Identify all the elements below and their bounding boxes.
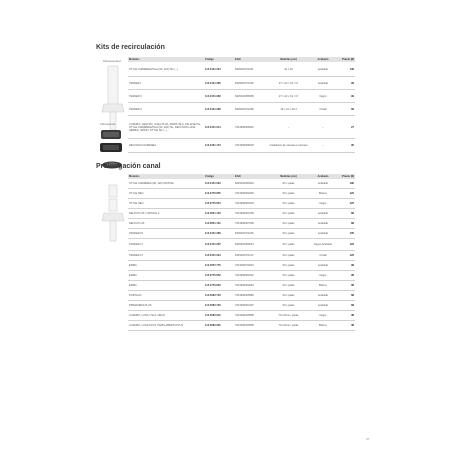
model-cell: STYLE CHIMENEA (90, 120) CRISTAL xyxy=(128,179,204,189)
dimensions-cell: 70 x/hora x patas xyxy=(268,311,309,321)
price-cell: 190 xyxy=(337,179,355,189)
model-cell: DELTA PLUS / CRISTAL 2 xyxy=(128,209,204,219)
code-cell: 112.0151.314 xyxy=(204,116,234,139)
price-cell: 98 xyxy=(337,271,355,281)
dimensions-cell: 90 x patas xyxy=(268,291,309,301)
code-cell: 112.0651.153 xyxy=(204,209,234,219)
model-cell: TENDER II xyxy=(128,90,204,103)
table-row xyxy=(128,219,355,229)
finish-cell: Acabado xyxy=(309,62,337,77)
dimensions-cell: 19 x 20 xyxy=(268,62,309,77)
section-title-extension: Prolongación canal xyxy=(96,163,161,170)
finish-cell: Acabado xyxy=(309,219,337,229)
finish-cell: Acabado xyxy=(309,209,337,219)
dimensions-cell: 90 x patas xyxy=(268,199,309,209)
extension-table xyxy=(128,174,355,331)
dimensions-cell: 90 x patas xyxy=(268,179,309,189)
code-cell: 112.0776.852 xyxy=(204,271,234,281)
model-cell: EMMA xyxy=(128,271,204,281)
table-row xyxy=(128,209,355,219)
page-number: 67 xyxy=(366,437,370,441)
image-label-island-hood: Chimenea isla xyxy=(100,123,116,126)
ean-cell: 8425402371165 xyxy=(234,229,268,239)
model-cell: DELTA PLUS xyxy=(128,219,204,229)
section-title-recirculation: Kits de recirculación xyxy=(96,44,165,51)
dimensions-cell: 90 x patas xyxy=(268,301,309,311)
ean-cell: 8425402371172 xyxy=(234,251,268,261)
finish-cell: Negro xyxy=(309,90,337,103)
model-cell: STYLE CHIMENEA/ISLA (90, 120) ISL (...) xyxy=(128,62,204,77)
model-cell: TENDER II xyxy=(128,103,204,116)
ean-cell: 8425402371080 xyxy=(234,103,268,116)
model-cell: TENDER III xyxy=(128,251,204,261)
table-row xyxy=(128,281,355,291)
code-cell: 112.0582.995 xyxy=(204,321,234,331)
code-cell: 112.0151.282 xyxy=(204,90,234,103)
model-cell: PRIMAVERA PLUS xyxy=(128,301,204,311)
ean-cell: 7613390070015 xyxy=(234,261,268,271)
column-header-finish: Acabado xyxy=(309,174,337,179)
dimensions-cell: 16 x 21 x 20,4 xyxy=(268,103,309,116)
finish-cell: – xyxy=(309,139,337,153)
price-cell: 89 xyxy=(337,209,355,219)
table-row xyxy=(128,103,355,116)
price-cell: 89 xyxy=(337,219,355,229)
ean-cell: 7613390062018 xyxy=(234,199,268,209)
finish-cell: Acabado xyxy=(309,261,337,271)
ean-cell: 7613390067008 xyxy=(234,219,268,229)
finish-cell: Negro Acabado xyxy=(309,239,337,251)
column-header-price: Precio (€) xyxy=(337,174,355,179)
model-cell: CUADRO, CENTRO, LUNA PLUS, PARIS ISLA, FALAISE ISL, STYLE CHIMENEA/ISLA (90, 120) ISL, DECOVAN LUNA SERIES, ORION, STYLE ISL (...) xyxy=(128,116,204,139)
model-cell: CUADRO, LUNA PLUS, PARIS ABERTA PLUS xyxy=(128,321,204,331)
price-cell: 122 xyxy=(337,251,355,261)
ean-cell: 7613390062049 xyxy=(234,281,268,291)
table-row xyxy=(128,139,355,153)
price-cell: 99 xyxy=(337,90,355,103)
finish-cell: Blanco xyxy=(309,189,337,199)
table-row xyxy=(128,229,355,239)
model-cell: TENDER I xyxy=(128,77,204,90)
ean-cell: 7613390063107 xyxy=(234,301,268,311)
ean-cell: 7613390049598 xyxy=(234,311,268,321)
model-cell: PORTALIX xyxy=(128,291,204,301)
code-cell: 112.0776.854 xyxy=(204,199,234,209)
price-cell: 38 xyxy=(337,321,355,331)
extension-product-image xyxy=(100,183,126,245)
dimensions-cell: 90 x patas xyxy=(268,281,309,291)
model-cell: EMMA xyxy=(128,281,204,291)
finish-cell: Acabado xyxy=(309,77,337,90)
table-row xyxy=(128,116,355,139)
model-cell: STYLE NEO xyxy=(128,199,204,209)
column-header-ean: EAN xyxy=(234,174,268,179)
price-cell: 122 xyxy=(337,189,355,199)
recirculation-filter-image xyxy=(98,127,126,155)
table-row xyxy=(128,77,355,90)
code-cell: 112.0151.264 xyxy=(204,62,234,77)
finish-cell: Acabado xyxy=(309,229,337,239)
column-header-finish: Acabado xyxy=(309,57,337,62)
column-header-code: Código xyxy=(204,174,234,179)
price-cell: 99 xyxy=(337,77,355,90)
code-cell: 112.0151.289 xyxy=(204,229,234,239)
finish-cell: Negro xyxy=(309,311,337,321)
dimensions-cell: 90 x patas xyxy=(268,209,309,219)
model-cell: CUADRO, LUNA / ISLA, DECO xyxy=(128,311,204,321)
column-header-models: Modelos xyxy=(128,174,204,179)
ean-cell: 8425402050310 xyxy=(234,179,268,189)
column-header-ean: EAN xyxy=(234,57,268,62)
price-cell: 105 xyxy=(337,229,355,239)
dimensions-cell: 90 x patas xyxy=(268,219,309,229)
price-cell: 68 xyxy=(337,291,355,301)
column-header-models: Modelos xyxy=(128,57,204,62)
table-row xyxy=(128,321,355,331)
ean-cell: 8425402371158 xyxy=(234,77,268,90)
model-cell: STYLE NEO xyxy=(128,189,204,199)
code-cell: 112.0151.294 xyxy=(204,251,234,261)
dimensions-cell: 90 x patas xyxy=(268,229,309,239)
code-cell: 112.0582.940 xyxy=(204,311,234,321)
finish-cell: – xyxy=(309,116,337,139)
recirculation-table xyxy=(128,57,355,153)
finish-cell: Cristal xyxy=(309,103,337,116)
table-row xyxy=(128,239,355,251)
code-cell: 112.0582.703 xyxy=(204,291,234,301)
dimensions-cell: 90 x patas xyxy=(268,271,309,281)
table-row xyxy=(128,199,355,209)
finish-cell: Negro xyxy=(309,271,337,281)
table-row xyxy=(128,261,355,271)
price-cell: 27 xyxy=(337,116,355,139)
table-row xyxy=(128,90,355,103)
finish-cell: Acabado xyxy=(309,301,337,311)
dimensions-cell: 90 x patas xyxy=(268,239,309,251)
finish-cell: Acabado xyxy=(309,291,337,301)
table-row xyxy=(128,179,355,189)
model-cell: DECOVAN CHIMENEA xyxy=(128,139,204,153)
table-row xyxy=(128,251,355,261)
column-header-price: Precio (€) xyxy=(337,57,355,62)
column-header-dimensions: Medidas (cm) xyxy=(268,57,309,62)
price-cell: 122 xyxy=(337,199,355,209)
table-row xyxy=(128,62,355,77)
finish-cell: Cristal xyxy=(309,251,337,261)
dimensions-cell: 90 x patas xyxy=(268,261,309,271)
code-cell: 112.0776.855 xyxy=(204,189,234,199)
table-row xyxy=(128,311,355,321)
model-cell: TENDER III xyxy=(128,239,204,251)
ean-cell: 7613390064159 xyxy=(234,209,268,219)
dimensions-cell: 90 x patas xyxy=(268,189,309,199)
ean-cell: 8425402356068 xyxy=(234,90,268,103)
ean-cell: 7613390062025 xyxy=(234,189,268,199)
price-cell: 136 xyxy=(337,62,355,77)
dimensions-cell: 70 x/hora x patas xyxy=(268,321,309,331)
model-cell: TENDER IN xyxy=(128,229,204,239)
finish-cell: Blanco xyxy=(309,281,337,291)
dimensions-cell: 90 x patas xyxy=(268,251,309,261)
table-row xyxy=(128,301,355,311)
price-cell: 98 xyxy=(337,281,355,291)
code-cell: 112.0151.288 xyxy=(204,103,234,116)
ean-cell: 7613390062032 xyxy=(234,271,268,281)
code-cell: 112.0557.776 xyxy=(204,261,234,271)
table-row xyxy=(128,291,355,301)
price-cell: 98 xyxy=(337,261,355,271)
dimensions-cell: Instalación de carcasa a carcasa xyxy=(268,139,309,153)
code-cell: 112.0151.084 xyxy=(204,179,234,189)
ean-cell: 7613390049598 xyxy=(234,321,268,331)
ean-cell: 7613390065880 xyxy=(234,291,268,301)
price-cell: 99 xyxy=(337,103,355,116)
code-cell: 112.0651.161 xyxy=(204,219,234,229)
price-cell: 68 xyxy=(337,301,355,311)
column-header-dimensions: Medidas (cm) xyxy=(268,174,309,179)
code-cell: 112.0582.703 xyxy=(204,301,234,311)
dimensions-cell: 27 x 22 x 19 / 17 xyxy=(268,90,309,103)
finish-cell: Blanco xyxy=(309,321,337,331)
dimensions-cell: 27 x 22 x 19 / 17 xyxy=(268,77,309,90)
finish-cell: Acabado xyxy=(309,179,337,189)
ean-cell: 7613390068401 xyxy=(234,116,268,139)
price-cell: 95 xyxy=(337,139,355,153)
image-label-wall-hood: Chimenea pared xyxy=(103,60,121,63)
table-row xyxy=(128,271,355,281)
price-cell: 38 xyxy=(337,311,355,321)
column-header-code: Código xyxy=(204,57,234,62)
code-cell: 112.0776.853 xyxy=(204,281,234,291)
model-cell: EMMA xyxy=(128,261,204,271)
code-cell: 112.0151.285 xyxy=(204,77,234,90)
table-row xyxy=(128,189,355,199)
ean-cell: 7613390068418 xyxy=(234,139,268,153)
ean-cell: 8425402371011 xyxy=(234,62,268,77)
price-cell: 122 xyxy=(337,239,355,251)
code-cell: 112.0161.154 xyxy=(204,139,234,153)
dimensions-cell: – xyxy=(268,116,309,139)
code-cell: 112.0151.287 xyxy=(204,239,234,251)
ean-cell: 8425402356044 xyxy=(234,239,268,251)
finish-cell: Negro xyxy=(309,199,337,209)
